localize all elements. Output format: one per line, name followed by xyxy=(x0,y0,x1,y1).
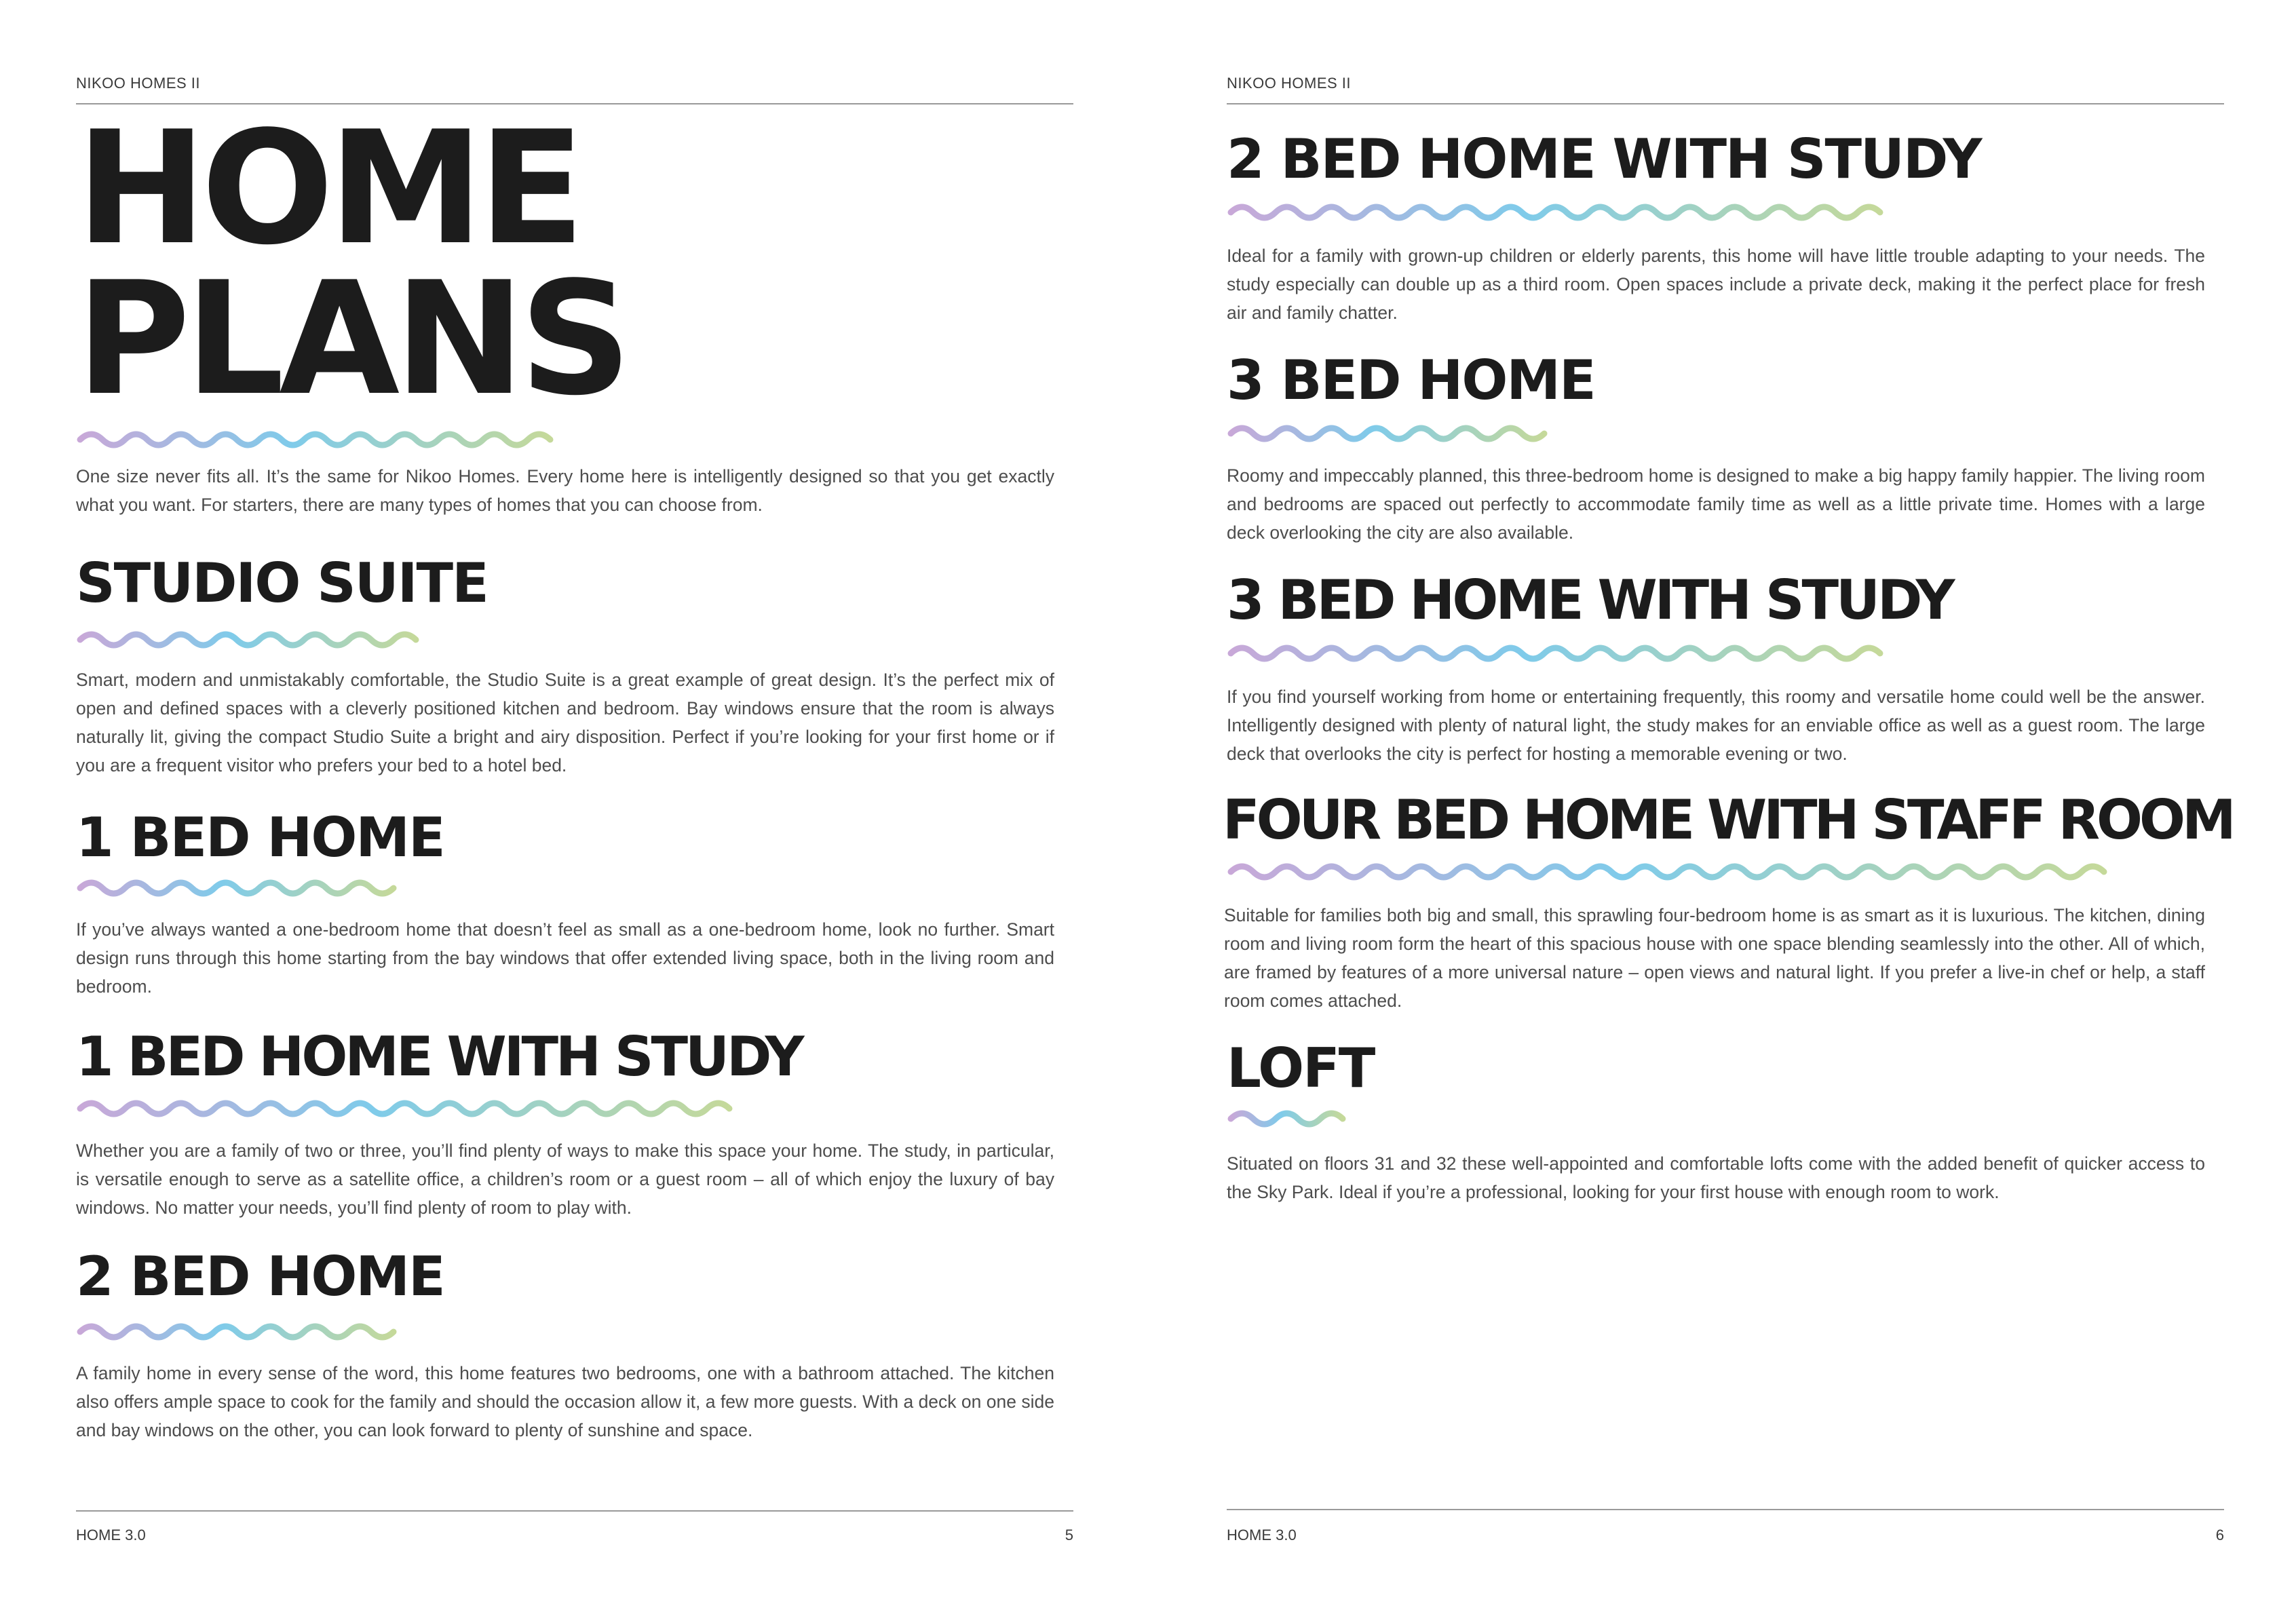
footer-rule xyxy=(1227,1509,2224,1510)
running-head: NIKOO HOMES II xyxy=(76,75,201,92)
section-heading-2-bed-home-with-study: 2 BED HOME WITH STUDY xyxy=(1227,128,1981,191)
wave-divider xyxy=(76,628,440,651)
wave-divider xyxy=(76,1097,741,1120)
right-page xyxy=(1148,0,2296,1612)
wave-divider xyxy=(1227,422,1562,445)
wave-path xyxy=(1231,866,2104,877)
wave-path xyxy=(80,1103,729,1114)
intro-paragraph: One size never fits all. It’s the same for Nikoo Homes. Every home here is intelligently designed so that you get exactly what you want. For starters, there are many types of homes that you can choose from. xyxy=(76,466,1054,515)
section-heading-1-bed-home-with-study: 1 BED HOME WITH STUDY xyxy=(76,1025,802,1088)
running-head: NIKOO HOMES II xyxy=(1227,75,1352,92)
page-number: 6 xyxy=(2215,1527,2224,1543)
wave-path xyxy=(80,1326,394,1337)
wave-divider xyxy=(76,426,573,453)
page-title-line-1: HOME xyxy=(76,98,580,280)
wave-path xyxy=(1231,1113,1343,1124)
wave-divider xyxy=(76,1320,410,1343)
page-title xyxy=(76,98,627,430)
section-body-3-bed-home: Roomy and impeccably planned, this three-bedroom home is designed to make a big happy family happier. The living room and bedrooms are spaced out perfectly to accommodate family time as well as a little private time. Homes with a large deck overlooking the city are also available. xyxy=(1227,465,2205,543)
page-number: 5 xyxy=(1065,1527,1073,1543)
wave-divider xyxy=(1227,860,2126,883)
section-body-2-bed-home-with-study: Ideal for a family with grown-up children or elderly parents, this home will have little trouble adapting to your needs. The study especially can double up as a third room. Open spaces include a private deck, making it the perfect place for fresh air and family chatter. xyxy=(1227,246,2205,323)
section-body-studio-suite: Smart, modern and unmistakably comfortable, the Studio Suite is a great example of great design. It’s the perfect mix of open and defined spaces with a cleverly positioned kitchen and bedroom. Bay windows ensure that the room is always naturally lit, giving the compact Studio Suite a bright and airy disposition. Perfect if you’re looking for your first home or if you are a frequent visitor who prefers your bed to a hotel bed. xyxy=(76,670,1054,775)
wave-divider xyxy=(76,877,419,900)
section-heading-2-bed-home: 2 BED HOME xyxy=(76,1245,444,1308)
wave-divider xyxy=(1227,201,1889,224)
wave-divider xyxy=(1227,642,1886,665)
section-body-four-bed-home-with-staff-room: Suitable for families both big and small, this sprawling four-bedroom home is as smart as it is luxurious. The kitchen, dining room and living room form the heart of this spacious house with one space blending seamlessly into the other. All of which, are framed by features of a more universal nature – open views and natural light. If you prefer a live-in chef or help, a staff room comes attached. xyxy=(1224,905,2205,1011)
footer-label: HOME 3.0 xyxy=(76,1527,146,1543)
section-body-3-bed-home-with-study: If you find yourself working from home or entertaining frequently, this roomy and versatile home could well be the answer. Intelligently designed with plenty of natural light, the study makes for an enviable office as well as a guest room. The large deck that overlooks the city is perfect for hosting a memorable evening or two. xyxy=(1227,687,2205,764)
section-heading-3-bed-home: 3 BED HOME xyxy=(1227,349,1595,412)
section-heading-studio-suite: STUDIO SUITE xyxy=(76,552,488,615)
section-body-2-bed-home: A family home in every sense of the word, this home features two bedrooms, one with a bathroom attached. The kitchen also offers ample space to cook for the family and should the occasion allow it, a few more guests. With a deck on one side and bay windows on the other, you can look forward to plenty of sunshine and space. xyxy=(76,1363,1054,1440)
wave-path xyxy=(1231,428,1544,439)
section-heading-3-bed-home-with-study: 3 BED HOME WITH STUDY xyxy=(1227,569,1953,632)
page-title-line-2: PLANS xyxy=(76,249,627,430)
section-heading-1-bed-home: 1 BED HOME xyxy=(76,806,444,869)
wave-path xyxy=(1231,207,1880,218)
section-body-1-bed-home-with-study: Whether you are a family of two or three, you’ll find plenty of ways to make this space your home. The study, in particular, is versatile enough to serve as a satellite office, a children’s room or a guest room – all of which enjoy the luxury of bay windows. No matter your needs, you’ll find plenty of room to play with. xyxy=(76,1140,1054,1218)
wave-divider xyxy=(1227,1107,1360,1130)
wave-path xyxy=(80,883,394,894)
wave-path xyxy=(80,634,416,645)
footer-rule xyxy=(76,1510,1073,1512)
section-heading-loft: LOFT xyxy=(1227,1037,1375,1100)
footer-label: HOME 3.0 xyxy=(1227,1527,1297,1543)
header-rule xyxy=(1227,103,2224,104)
section-body-loft: Situated on floors 31 and 32 these well-appointed and comfortable lofts come with the added benefit of quicker access to the Sky Park. Ideal if you’re a professional, looking for your first house with enough room to work. xyxy=(1227,1153,2205,1202)
section-heading-four-bed-home-with-staff-room: FOUR BED HOME WITH STAFF ROOM xyxy=(1223,788,2233,851)
wave-path xyxy=(80,434,550,445)
section-body-1-bed-home: If you’ve always wanted a one-bedroom home that doesn’t feel as small as a one-bedroom home, look no further. Smart design runs through this home starting from the bay windows that offer extended living space, both in the living room and bedroom. xyxy=(76,919,1054,997)
wave-path xyxy=(1231,648,1880,659)
